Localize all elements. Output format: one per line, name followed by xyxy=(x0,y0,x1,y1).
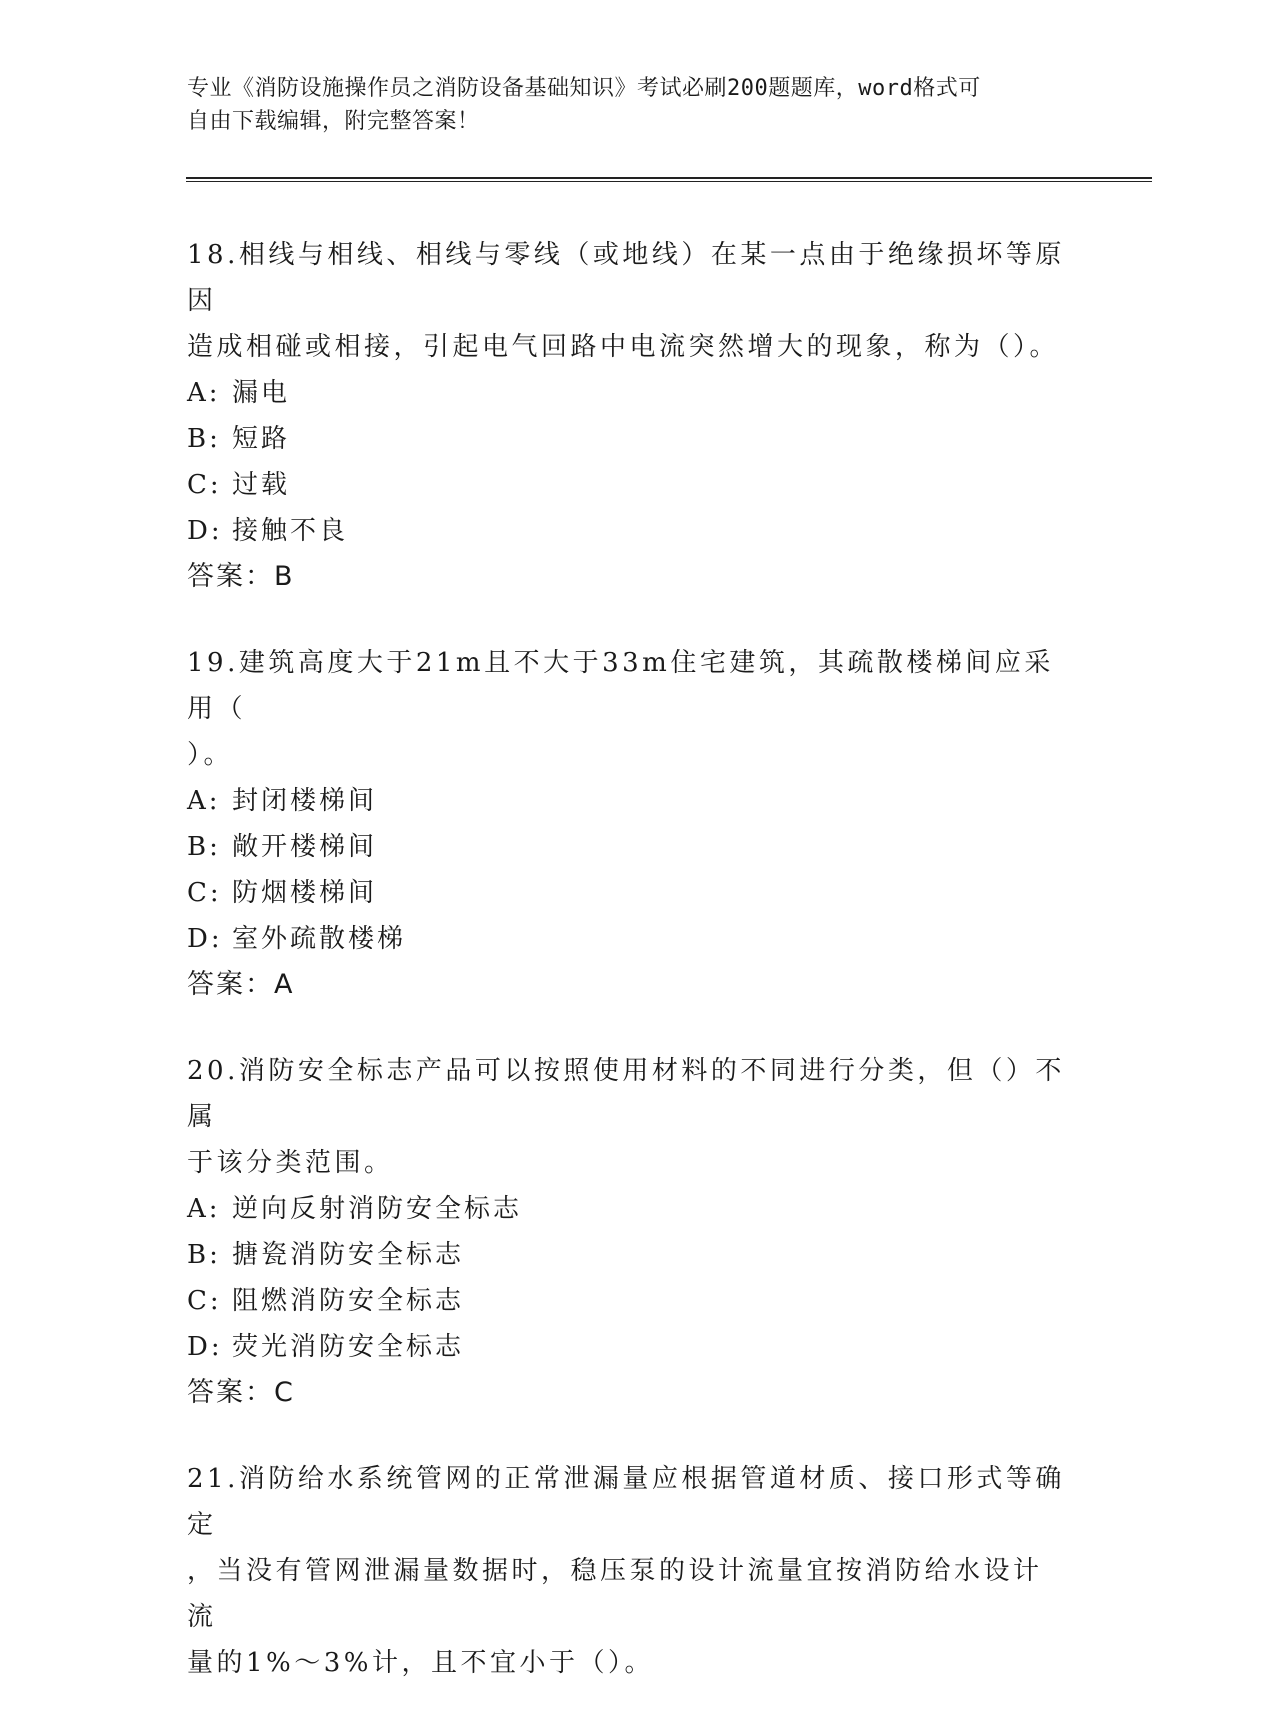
option-text: 敞开楼梯间 xyxy=(232,832,378,862)
option-c xyxy=(187,1278,1067,1324)
question-stem-line: ）。 xyxy=(187,740,234,770)
option-text: 荧光消防安全标志 xyxy=(232,1332,465,1362)
option-text: 搪瓷消防安全标志 xyxy=(232,1240,465,1270)
option-d xyxy=(187,1324,1067,1370)
option-text: 室外疏散楼梯 xyxy=(232,924,407,954)
option-c xyxy=(187,870,1067,916)
option-text: 阻燃消防安全标志 xyxy=(232,1286,465,1316)
option-a xyxy=(187,370,1067,416)
question-21 xyxy=(187,1456,1067,1686)
question-stem-line: 19.建筑高度大于21m且不大于33m住宅建筑，其疏散楼梯间应采用（ xyxy=(187,648,1054,724)
option-text: 短路 xyxy=(232,424,291,454)
header-line-1: 专业《消防设施操作员之消防设备基础知识》考试必刷200题题库，word格式可 xyxy=(187,76,981,101)
header-line-2: 自由下载编辑，附完整答案！ xyxy=(187,109,480,134)
option-text: 逆向反射消防安全标志 xyxy=(232,1194,523,1224)
option-letter: D: xyxy=(187,1332,223,1362)
option-letter: A: xyxy=(187,786,221,816)
option-d xyxy=(187,916,1067,962)
option-a xyxy=(187,1186,1067,1232)
question-stem-line: 于该分类范围。 xyxy=(187,1148,394,1178)
question-stem-line: 20.消防安全标志产品可以按照使用材料的不同进行分类，但（）不属 xyxy=(187,1056,1065,1132)
option-letter: A: xyxy=(187,1194,221,1224)
answer-line: 答案：C xyxy=(187,1377,295,1408)
option-c xyxy=(187,462,1067,508)
option-text: 过载 xyxy=(232,470,291,500)
option-text: 漏电 xyxy=(232,378,291,408)
option-letter: B: xyxy=(187,424,221,454)
option-letter: C: xyxy=(187,470,222,500)
question-19 xyxy=(187,640,1067,1008)
option-text: 封闭楼梯间 xyxy=(232,786,378,816)
question-stem-line: 造成相碰或相接，引起电气回路中电流突然增大的现象，称为（）。 xyxy=(187,332,1060,362)
option-letter: C: xyxy=(187,878,222,908)
option-d xyxy=(187,508,1067,554)
option-a xyxy=(187,778,1067,824)
question-stem-line: 量的1%～3%计，且不宜小于（）。 xyxy=(187,1648,654,1678)
header-divider-bottom xyxy=(186,181,1152,182)
header-divider-top xyxy=(186,177,1152,179)
option-text: 接触不良 xyxy=(232,516,349,546)
option-b xyxy=(187,416,1067,462)
option-text: 防烟楼梯间 xyxy=(232,878,378,908)
question-20 xyxy=(187,1048,1067,1416)
option-letter: C: xyxy=(187,1286,222,1316)
question-list xyxy=(187,232,1067,1726)
option-letter: D: xyxy=(187,516,223,546)
option-letter: B: xyxy=(187,832,221,862)
question-stem-line: ，当没有管网泄漏量数据时，稳压泵的设计流量宜按消防给水设计流 xyxy=(187,1556,1043,1632)
option-letter: A: xyxy=(187,378,221,408)
question-18 xyxy=(187,232,1067,600)
question-stem-line: 21.消防给水系统管网的正常泄漏量应根据管道材质、接口形式等确定 xyxy=(187,1464,1065,1540)
answer-line: 答案：B xyxy=(187,561,295,592)
option-letter: D: xyxy=(187,924,223,954)
answer-line: 答案：A xyxy=(187,969,295,1000)
option-b xyxy=(187,824,1067,870)
option-letter: B: xyxy=(187,1240,221,1270)
document-header xyxy=(187,72,1067,138)
option-b xyxy=(187,1232,1067,1278)
question-stem-line: 18.相线与相线、相线与零线（或地线）在某一点由于绝缘损坏等原因 xyxy=(187,240,1065,316)
